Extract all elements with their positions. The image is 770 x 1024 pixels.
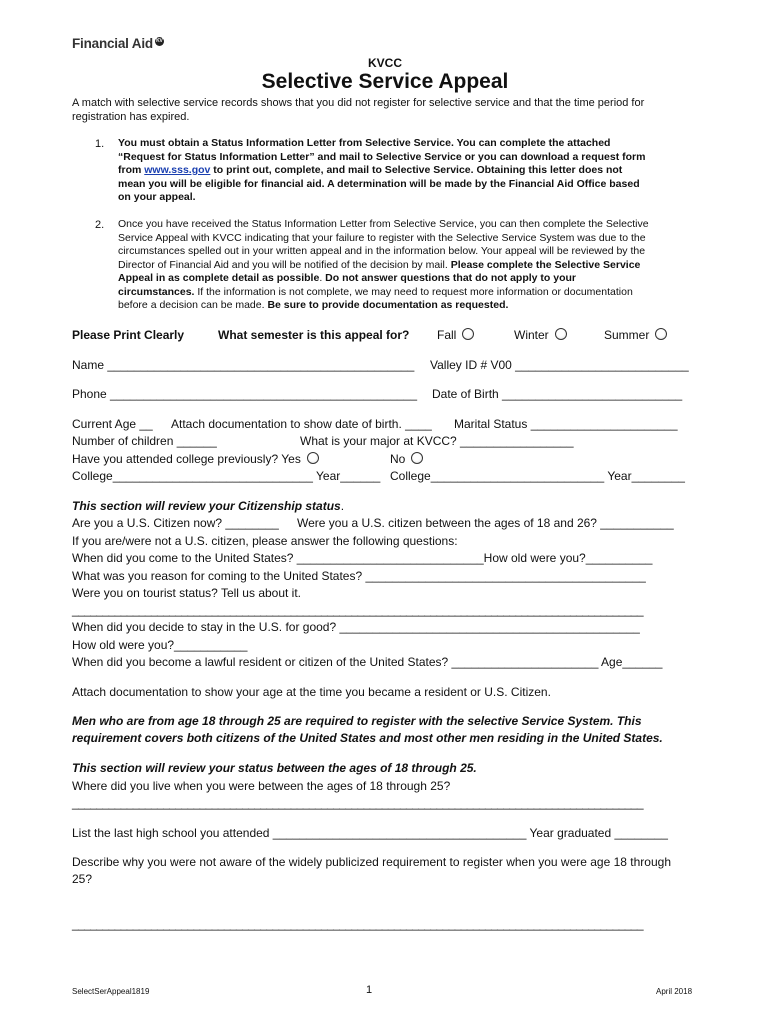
residence-question: Where did you live when you were between the ages of 18 through 25?	[72, 779, 451, 793]
citizenship-heading-text: This section will review your Citizenship status	[72, 499, 341, 513]
page-title: Selective Service Appeal	[261, 70, 509, 93]
print-clearly-label: Please Print Clearly	[72, 328, 185, 342]
item-2-emphasis: Be sure to provide documentation as requested.	[267, 299, 509, 311]
attended-college-yes[interactable]	[72, 452, 319, 467]
item-2-line	[118, 299, 649, 313]
item-2-text: before a decision can be made.	[118, 299, 268, 311]
phone-field[interactable]: Phone ______________________________________________	[72, 387, 418, 401]
item-2-text: .	[319, 272, 326, 284]
item-2-line: Once you have received the Status Information Letter from Selective Service, you can then complete the Selective	[118, 218, 649, 230]
current-age-field[interactable]: Current Age __	[72, 417, 153, 431]
valley-id-field[interactable]: Valley ID # V00 __________________________	[430, 358, 689, 372]
item-2-line	[118, 272, 649, 286]
semester-fall-option[interactable]	[437, 328, 474, 343]
citizenship-heading	[72, 499, 344, 514]
sss-gov-link[interactable]: www.sss.gov	[144, 164, 211, 176]
item-1-line	[118, 164, 645, 178]
stay-decision-field[interactable]: When did you decide to stay in the U.S. for good? _____________________________________________	[72, 620, 640, 634]
item-2-number: 2.	[95, 219, 105, 231]
item-2-text: Director of Financial Aid and you will be notified of the decision by mail.	[118, 258, 451, 271]
number-of-children-field[interactable]: Number of children ______	[72, 434, 217, 448]
winter-label: Winter	[514, 328, 549, 342]
arrival-date-field[interactable]: When did you come to the United States? ____________________________How old were you?__________	[72, 551, 653, 565]
item-2-emphasis: circumstances.	[118, 285, 195, 298]
footer-form-code: SelectSerAppeal1819	[72, 987, 150, 996]
major-field[interactable]: What is your major at KVCC? _________________	[300, 434, 574, 448]
logo-text: Financial Aid	[72, 36, 153, 51]
winter-radio[interactable]	[555, 328, 567, 340]
no-radio[interactable]	[411, 452, 423, 464]
non-citizen-instructions: If you are/were not a U.S. citizen, please answer the following questions:	[72, 534, 458, 548]
status-section-heading: This section will review your status between the ages of 18 through 25.	[72, 761, 477, 775]
date-of-birth-field[interactable]: Date of Birth ___________________________	[432, 387, 683, 401]
item-1-line: You must obtain a Status Information Letter from Selective Service. You can complete the attached	[118, 137, 611, 149]
lawful-resident-field[interactable]: When did you become a lawful resident or citizen of the United States? ______________________ Age______	[72, 655, 663, 669]
citizenship-heading-period: .	[340, 499, 345, 513]
college-2-field[interactable]: College__________________________ Year________	[390, 469, 685, 483]
age-at-decision-field[interactable]: How old were you?___________	[72, 638, 248, 652]
attach-dob-field[interactable]: Attach documentation to show date of birth. ____	[171, 417, 432, 431]
awareness-answer-line[interactable]: ______________________________________________________________________________________________	[72, 917, 643, 931]
footer-date: April 2018	[656, 987, 693, 996]
intro-line-1: A match with selective service records shows that you did not register for selective service and that the time period for	[72, 97, 645, 109]
attach-age-documentation-note: Attach documentation to show your age at the time you became a resident or U.S. Citizen.	[72, 685, 551, 699]
semester-winter-option[interactable]	[514, 328, 567, 343]
item-2-line	[118, 259, 649, 273]
awareness-question-2: 25?	[72, 872, 93, 886]
awareness-question-1: Describe why you were not aware of the widely publicized requirement to register when you were age 18 through	[72, 855, 671, 869]
item-2-emphasis: Please complete the Selective Service	[450, 258, 641, 271]
residence-answer-line[interactable]: ______________________________________________________________________________________________	[72, 796, 643, 810]
registration-requirement-note-2: requirement covers both citizens of the United States and most other men residing in the United States.	[72, 731, 663, 745]
item-1-number: 1.	[95, 138, 105, 150]
reason-for-coming-field[interactable]: What was you reason for coming to the United States? __________________________________________	[72, 569, 646, 583]
item-2-text: If the information is not complete, we may need to request more information or documentation	[194, 285, 633, 298]
college-1-field[interactable]: College______________________________ Year______	[72, 469, 381, 483]
marital-status-field[interactable]: Marital Status ______________________	[454, 417, 678, 431]
attended-college-no[interactable]	[390, 452, 423, 467]
citizen-18-26-field[interactable]: Were you a U.S. citizen between the ages of 18 and 26? ___________	[297, 516, 674, 530]
org-name: KVCC	[367, 56, 402, 70]
tourist-status-answer-line[interactable]: ______________________________________________________________________________________________	[72, 603, 643, 617]
intro-line-2: registration has expired.	[72, 111, 190, 123]
us-citizen-now-field[interactable]: Are you a U.S. Citizen now? ________	[72, 516, 279, 530]
item-2-line	[118, 286, 649, 300]
semester-summer-option[interactable]	[604, 328, 667, 343]
item-2-text	[118, 218, 649, 313]
item-2-line: Service Appeal with KVCC indicating that your failure to register with the Selective Service System was due to the	[118, 231, 646, 244]
item-2-emphasis: Do not answer questions that do not apply to your	[325, 272, 577, 284]
item-1-line: “Request for Status Information Letter” and mail to Selective Service or you can download a request form	[118, 150, 646, 163]
high-school-field[interactable]: List the last high school you attended ______________________________________ Year graduated ________	[72, 826, 668, 840]
registration-requirement-note-1: Men who are from age 18 through 25 are required to register with the selective Service System. This	[72, 714, 642, 728]
summer-radio[interactable]	[655, 328, 667, 340]
semester-question: What semester is this appeal for?	[218, 328, 410, 342]
item-1-text	[118, 137, 645, 205]
item-1-text-post: to print out, complete, and mail to Selective Service. Obtaining this letter does not	[210, 164, 623, 176]
tourist-status-question: Were you on tourist status? Tell us about it.	[72, 586, 302, 600]
summer-label: Summer	[604, 328, 650, 342]
fall-radio[interactable]	[462, 328, 474, 340]
item-2-emphasis: Appeal in as complete detail as possible	[118, 272, 320, 284]
no-label: No	[390, 452, 406, 466]
item-1-line: mean you will be eligible for financial aid. A determination will be made by the Financial Aid Office based	[118, 177, 640, 190]
page-number: 1	[366, 984, 373, 996]
attended-college-question: Have you attended college previously? Yes	[72, 452, 301, 466]
yes-radio[interactable]	[307, 452, 319, 464]
name-field[interactable]: Name ______________________________________________	[72, 358, 415, 372]
logo-badge: KV	[156, 38, 163, 44]
financial-aid-logo	[72, 36, 164, 51]
item-1-text-pre: from	[118, 164, 145, 176]
fall-label: Fall	[437, 328, 457, 342]
item-1-line: on your appeal.	[118, 191, 196, 203]
item-2-line: circumstances spelled out in your written appeal and in the information below. Your appeal will be reviewed by the	[118, 245, 646, 257]
